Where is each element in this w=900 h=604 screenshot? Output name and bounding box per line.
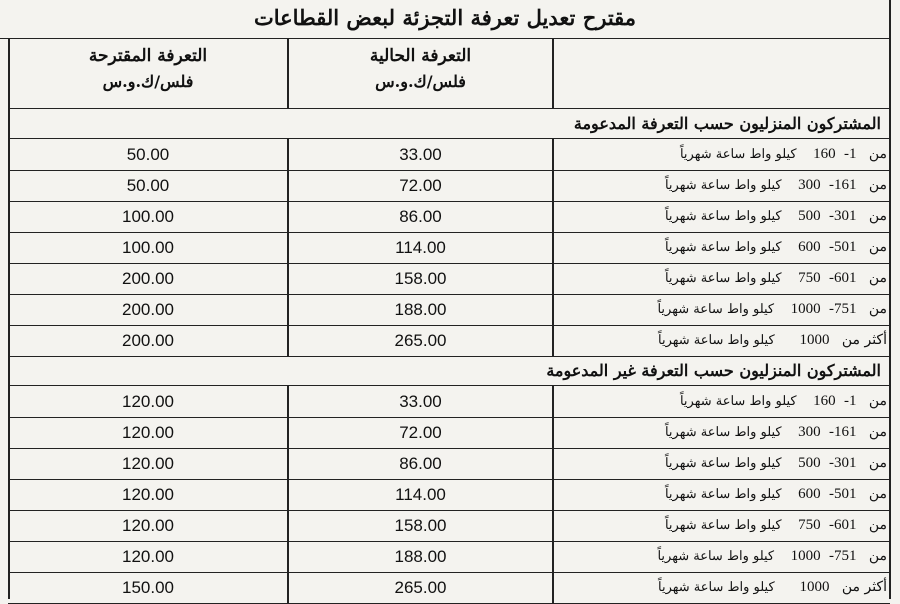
consumption-range [553,294,887,325]
current-tariff-unit: فلس/ك.و.س [375,72,466,91]
range-to: 750 [798,270,821,286]
header-divider [552,38,554,108]
consumption-range [553,479,887,510]
column-divider [287,294,289,325]
column-divider [552,294,554,325]
range-to: 750 [798,517,821,533]
column-divider [287,479,289,510]
column-divider [552,201,554,232]
table-row [8,448,890,480]
table-row [8,139,890,171]
current-tariff-value: 33.00 [399,392,442,411]
range-from: 1000 [799,332,830,348]
proposed-tariff-value: 120.00 [122,516,174,535]
proposed-tariff-value: 150.00 [122,578,174,597]
column-divider [287,263,289,294]
table-row [8,541,890,573]
consumption-range [553,541,887,572]
range-prefix: من [868,393,887,409]
column-divider [287,139,289,170]
consumption-range [553,201,887,232]
proposed-tariff-value: 100.00 [122,238,174,257]
range-to: 300 [798,177,821,193]
range-unit: كيلو واط ساعة شهرياً [664,487,782,502]
range-unit: كيلو واط ساعة شهرياً [679,147,797,162]
current-tariff-value: 86.00 [399,207,442,226]
column-divider [287,170,289,201]
range-prefix: من [868,548,887,564]
range-from: 161- [828,177,857,193]
table-row [8,201,890,233]
column-divider [287,232,289,263]
proposed-tariff-title: التعرفة المقترحة [88,46,208,66]
table-row [8,232,890,264]
range-prefix: أكثر من [841,579,887,595]
range-to: 600 [798,239,821,255]
current-tariff-value: 86.00 [399,454,442,473]
section-label: المشتركون المنزليون حسب التعرفة المدعومة [573,114,881,133]
range-from: 501- [828,486,857,502]
range-from: 751- [828,301,857,317]
column-divider [287,201,289,232]
table-row [8,386,890,418]
current-tariff-value: 114.00 [395,485,446,504]
proposed-tariff-header [8,38,288,108]
column-divider [552,170,554,201]
range-unit: كيلو واط ساعة شهرياً [664,456,782,471]
document-title: مقترح تعديل تعرفة التجزئة لبعض القطاعات [0,0,890,39]
range-unit: كيلو واط ساعة شهرياً [658,333,775,348]
column-divider [287,417,289,448]
range-prefix: من [868,270,887,286]
range-unit: كيلو واط ساعة شهرياً [657,302,775,317]
proposed-tariff-value: 100.00 [122,207,174,226]
range-unit: كيلو واط ساعة شهرياً [664,518,782,533]
current-tariff-value: 33.00 [399,145,442,164]
consumption-range [553,510,887,541]
consumption-range [553,139,887,170]
range-prefix: من [868,424,887,440]
column-divider [287,541,289,572]
proposed-tariff-unit: فلس/ك.و.س [102,72,194,91]
current-tariff-title: التعرفة الحالية [369,46,472,66]
proposed-tariff-value: 120.00 [122,547,174,566]
range-from: 1- [843,393,857,409]
column-divider [552,572,554,603]
range-unit: كيلو واط ساعة شهرياً [664,240,782,255]
proposed-tariff-value: 200.00 [122,269,174,288]
range-unit: كيلو واط ساعة شهرياً [658,580,775,595]
proposed-tariff-value: 200.00 [122,300,174,319]
range-from: 161- [828,424,857,440]
range-from: 501- [828,239,857,255]
range-from: 1000 [799,579,830,595]
range-unit: كيلو واط ساعة شهرياً [679,394,797,409]
table-row [8,325,890,357]
proposed-tariff-value: 120.00 [122,392,174,411]
range-to: 160 [813,146,836,162]
consumption-range [553,417,887,448]
range-prefix: من [868,146,887,162]
proposed-tariff-value: 200.00 [122,331,174,350]
range-unit: كيلو واط ساعة شهرياً [664,178,782,193]
proposed-tariff-value: 50.00 [126,176,170,195]
range-prefix: من [868,455,887,471]
current-tariff-value: 114.00 [395,238,446,257]
consumption-range [553,325,887,356]
table-row [8,263,890,295]
range-to: 600 [798,486,821,502]
range-from: 601- [828,517,857,533]
column-divider [552,510,554,541]
column-divider [552,448,554,479]
range-prefix: من [868,486,887,502]
current-tariff-value: 265.00 [394,331,447,350]
column-divider [287,510,289,541]
current-tariff-value: 72.00 [399,176,442,195]
table-row [8,294,890,326]
column-divider [552,417,554,448]
proposed-tariff-value: 120.00 [122,454,174,473]
column-divider [552,263,554,294]
range-to: 500 [798,455,821,471]
proposed-tariff-value: 120.00 [122,485,174,504]
current-tariff-value: 158.00 [394,269,447,288]
range-to: 1000 [790,301,821,317]
range-to: 160 [813,393,836,409]
range-unit: كيلو واط ساعة شهرياً [664,209,782,224]
current-tariff-header [288,38,553,108]
range-prefix: أكثر من [841,332,887,348]
table-row [8,572,890,604]
range-prefix: من [868,301,887,317]
consumption-range [553,232,887,263]
consumption-range [553,572,887,603]
range-unit: كيلو واط ساعة شهرياً [657,549,775,564]
column-divider [552,386,554,417]
range-unit: كيلو واط ساعة شهرياً [664,425,782,440]
range-prefix: من [868,177,887,193]
table-row [8,170,890,202]
range-prefix: من [868,239,887,255]
current-tariff-value: 265.00 [394,578,447,597]
range-prefix: من [868,208,887,224]
section-label: المشتركون المنزليون حسب التعرفة غير المدعومة [546,361,881,380]
table-row [8,479,890,511]
consumption-range [553,263,887,294]
column-divider [287,386,289,417]
proposed-tariff-value: 120.00 [122,423,174,442]
column-divider [552,325,554,356]
current-tariff-value: 188.00 [394,547,447,566]
column-divider [287,325,289,356]
consumption-range [553,170,887,201]
table-header-row [8,38,890,109]
column-divider [287,448,289,479]
range-to: 1000 [790,548,821,564]
range-from: 601- [828,270,857,286]
range-to: 500 [798,208,821,224]
range-to: 300 [798,424,821,440]
consumption-range [553,448,887,479]
range-from: 751- [828,548,857,564]
column-divider [552,232,554,263]
range-unit: كيلو واط ساعة شهرياً [664,271,782,286]
table-row [8,417,890,449]
range-prefix: من [868,517,887,533]
consumption-range [553,386,887,417]
range-from: 1- [843,146,857,162]
header-divider [287,38,289,108]
current-tariff-value: 158.00 [394,516,447,535]
column-divider [287,572,289,603]
current-tariff-value: 72.00 [399,423,442,442]
column-divider [552,541,554,572]
column-divider [552,139,554,170]
table-row [8,510,890,542]
current-tariff-value: 188.00 [394,300,447,319]
range-from: 301- [828,208,857,224]
range-from: 301- [828,455,857,471]
proposed-tariff-value: 50.00 [126,145,170,164]
column-divider [552,479,554,510]
